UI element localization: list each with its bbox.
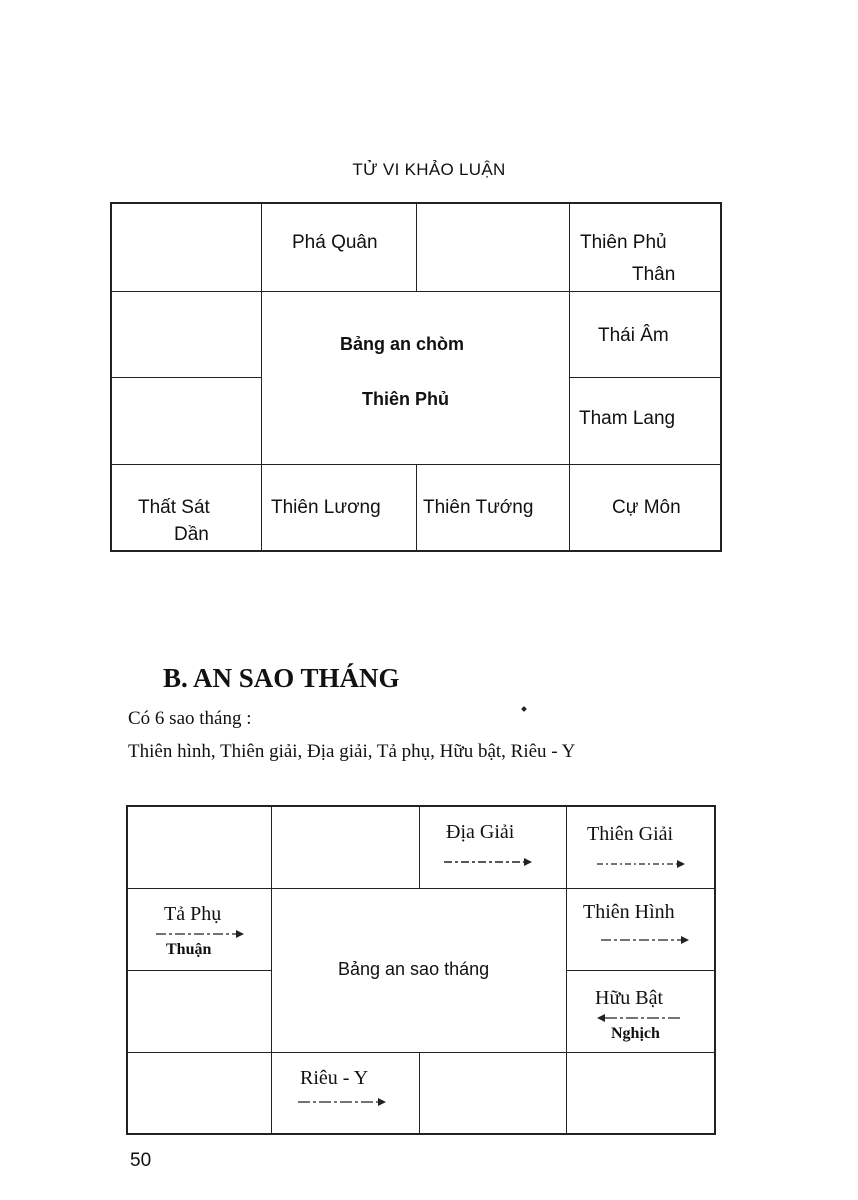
cell-top-1 xyxy=(112,204,262,292)
cell-left-2 xyxy=(128,889,272,971)
cell-top-3 xyxy=(420,807,567,889)
cell-top-4 xyxy=(570,204,720,292)
cell-top-1 xyxy=(128,807,272,889)
direction-nghich: Nghịch xyxy=(611,1025,660,1042)
cell-top-2 xyxy=(262,204,417,292)
cell-bottom-3 xyxy=(420,1053,567,1133)
chart-table-sao-thang xyxy=(126,805,716,1135)
section-heading: B. AN SAO THÁNG xyxy=(163,663,400,693)
star-thien-luong: Thiên Lương xyxy=(271,497,381,518)
center-box xyxy=(262,292,570,465)
cell-bottom-1 xyxy=(128,1053,272,1133)
arrow-right-icon xyxy=(444,857,534,867)
section-star-list: Thiên hình, Thiên giải, Địa giải, Tả phụ, Hữu bật, Riêu - Y xyxy=(128,741,576,762)
cell-right-3 xyxy=(567,971,714,1053)
star-ta-phu: Tả Phụ xyxy=(164,903,222,925)
center-box xyxy=(272,889,567,1053)
stray-mark xyxy=(521,706,527,712)
arrow-left-icon xyxy=(595,1013,685,1023)
star-dia-giai: Địa Giải xyxy=(446,821,515,843)
cell-right-2 xyxy=(570,292,720,378)
arrow-right-icon xyxy=(156,929,246,939)
center-title-line1: Bảng an chòm xyxy=(340,334,465,354)
label-dan: Dần xyxy=(174,524,209,545)
cell-bottom-3 xyxy=(417,465,570,550)
cell-top-3 xyxy=(417,204,570,292)
arrow-right-icon xyxy=(601,935,691,945)
cell-top-4 xyxy=(567,807,714,889)
cell-top-2 xyxy=(272,807,420,889)
arrow-right-icon xyxy=(597,859,687,869)
page-number: 50 xyxy=(130,1150,152,1171)
cell-right-2 xyxy=(567,889,714,971)
chart-table-thien-phu xyxy=(110,202,722,552)
cell-bottom-2 xyxy=(272,1053,420,1133)
cell-left-3 xyxy=(128,971,272,1053)
cell-bottom-2 xyxy=(262,465,417,550)
star-thai-am: Thái Âm xyxy=(598,325,669,346)
star-thien-tuong: Thiên Tướng xyxy=(423,497,534,518)
cell-left-2 xyxy=(112,292,262,378)
cell-bottom-4 xyxy=(567,1053,714,1133)
star-tham-lang: Tham Lang xyxy=(579,408,676,429)
star-that-sat: Thất Sát xyxy=(138,497,210,518)
direction-thuan: Thuận xyxy=(166,941,212,958)
star-thien-hinh: Thiên Hình xyxy=(583,901,675,923)
cell-left-3 xyxy=(112,378,262,465)
center-title: Bảng an sao tháng xyxy=(338,959,490,979)
star-thien-giai: Thiên Giải xyxy=(587,823,674,845)
cell-bottom-1 xyxy=(112,465,262,550)
star-rieu-y: Riêu - Y xyxy=(300,1067,369,1089)
star-cu-mon: Cự Môn xyxy=(612,497,681,518)
star-thien-phu: Thiên Phủ xyxy=(580,232,667,253)
running-header: TỬ VI KHẢO LUẬN xyxy=(352,160,506,179)
cell-right-3 xyxy=(570,378,720,465)
center-title-line2: Thiên Phủ xyxy=(362,389,449,409)
section-intro: Có 6 sao tháng : xyxy=(128,708,252,729)
star-pha-quan: Phá Quân xyxy=(292,232,378,253)
cell-bottom-4 xyxy=(570,465,720,550)
label-than: Thân xyxy=(632,264,676,285)
star-huu-bat: Hữu Bật xyxy=(595,987,664,1009)
arrow-right-icon xyxy=(298,1097,388,1107)
